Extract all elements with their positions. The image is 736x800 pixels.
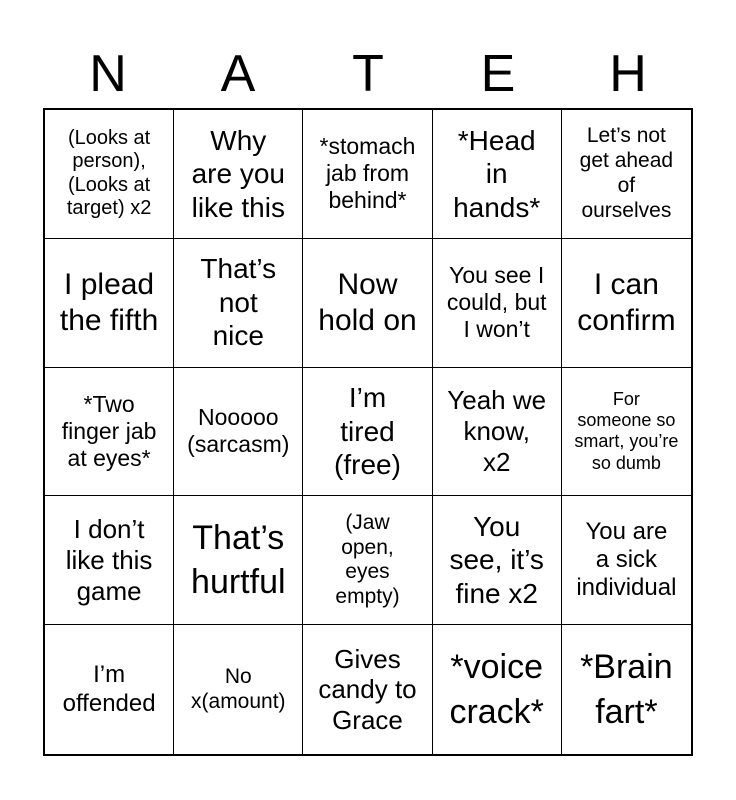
bingo-cell[interactable]: Why are you like this (174, 110, 303, 239)
bingo-board (43, 108, 693, 756)
bingo-header (43, 40, 693, 108)
bingo-cell[interactable]: No x(amount) (174, 625, 303, 754)
bingo-cell[interactable]: (Jaw open, eyes empty) (303, 496, 432, 625)
bingo-cell[interactable]: That’s not nice (174, 239, 303, 368)
bingo-cell[interactable]: Gives candy to Grace (303, 625, 432, 754)
bingo-cell[interactable]: (Looks at person), (Looks at target) x2 (45, 110, 174, 239)
bingo-cell[interactable]: *Two finger jab at eyes* (45, 368, 174, 497)
bingo-cell[interactable]: Nooooo (sarcasm) (174, 368, 303, 497)
header-letter-t: T (352, 45, 384, 103)
bingo-cell[interactable]: Let’s not get ahead of ourselves (562, 110, 691, 239)
bingo-cell[interactable]: For someone so smart, you’re so dumb (562, 368, 691, 497)
header-letter-h: H (609, 45, 647, 103)
bingo-cell[interactable]: *Head in hands* (433, 110, 562, 239)
bingo-cell[interactable]: You are a sick individual (562, 496, 691, 625)
bingo-cell[interactable]: Now hold on (303, 239, 432, 368)
header-letter-a: A (220, 45, 256, 103)
bingo-cell[interactable]: I plead the fifth (45, 239, 174, 368)
bingo-cell[interactable]: You see, it’s fine x2 (433, 496, 562, 625)
bingo-cell[interactable]: *stomach jab from behind* (303, 110, 432, 239)
bingo-cell[interactable]: I don’t like this game (45, 496, 174, 625)
bingo-cell[interactable]: I can confirm (562, 239, 691, 368)
bingo-cell[interactable]: You see I could, but I won’t (433, 239, 562, 368)
bingo-cell[interactable]: That’s hurtful (174, 496, 303, 625)
bingo-cell[interactable]: *voice crack* (433, 625, 562, 754)
bingo-cell[interactable]: *Brain fart* (580, 648, 673, 731)
header-letter-n: N (89, 45, 127, 103)
bingo-cell[interactable]: Yeah we know, x2 (433, 368, 562, 497)
header-letter-e: E (480, 45, 516, 103)
bingo-cell[interactable]: I’m offended (45, 625, 174, 754)
bingo-cell[interactable]: I’m tired (free) (303, 368, 432, 497)
